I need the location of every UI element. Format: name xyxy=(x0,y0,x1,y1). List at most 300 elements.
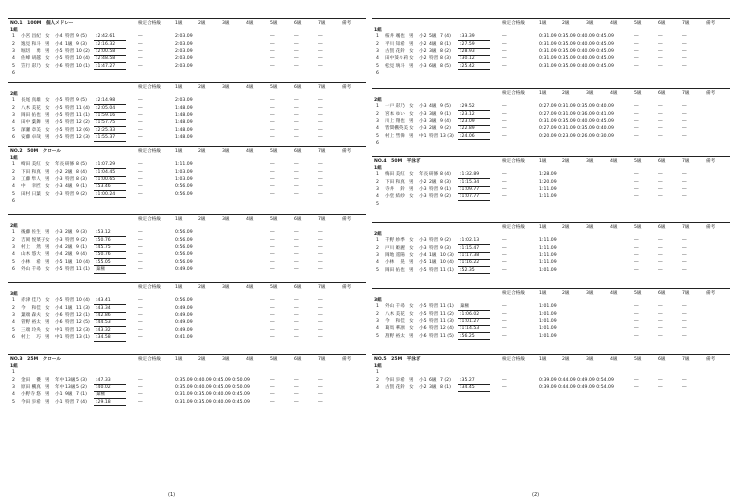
table-row xyxy=(372,194,730,201)
empty-level-dash: ― xyxy=(294,327,299,333)
record-time: :1:14.53 xyxy=(460,326,480,332)
school-grade: 小2 xyxy=(419,179,427,185)
school-grade: 小3 xyxy=(419,104,427,110)
empty-level-dash: ― xyxy=(294,392,299,398)
swimmer-sex: 女 xyxy=(409,172,414,178)
column-header: 1級 xyxy=(175,216,183,222)
swimmer-sex: 男 xyxy=(45,392,50,398)
class-level: 特習 xyxy=(65,266,75,272)
record-time: :40.02 xyxy=(96,384,111,390)
swimmer-name: 小宮 昌紀 xyxy=(21,34,41,40)
lane-number: 3 xyxy=(12,384,15,390)
swimmer-name: 村上 巧 xyxy=(21,334,41,340)
record-time: :43.41 xyxy=(96,298,111,304)
empty-level-dash: ― xyxy=(270,105,275,111)
school-grade: 小3 xyxy=(55,176,63,182)
class-level: 特習 xyxy=(65,120,75,126)
empty-level-dash: ― xyxy=(318,320,323,326)
record-time: 棄権 xyxy=(460,304,470,310)
swimmer-sex: 男 xyxy=(409,63,414,69)
column-header: 1級 xyxy=(539,90,547,96)
swimmer-name: 宮本 ゆい xyxy=(385,111,405,117)
passed-level: ― xyxy=(502,172,507,178)
passed-level: ― xyxy=(138,184,143,190)
standard-times: 1:01.09 xyxy=(539,318,557,324)
table-row xyxy=(8,56,366,63)
heat-block xyxy=(372,18,730,78)
swimmer-name: 小林 希 xyxy=(21,259,41,265)
empty-level-dash: ― xyxy=(270,298,275,304)
class-level: 研修 xyxy=(429,172,439,178)
passed-level: ― xyxy=(138,63,143,69)
swimmer-name: 村上 然 xyxy=(21,244,41,250)
swimmer-sex: 男 xyxy=(409,179,414,185)
passed-level: ― xyxy=(502,179,507,185)
passed-level: ― xyxy=(138,305,143,311)
lane-number: 3 xyxy=(12,176,15,182)
class-level: 特習 xyxy=(429,194,439,200)
age-rank: 7 (2) xyxy=(440,377,451,383)
page-number: (1) xyxy=(168,492,176,498)
empty-level-dash: ― xyxy=(634,260,639,266)
table-row xyxy=(372,201,730,208)
standard-times: 0:35.09 0:40.09 0:45.09 0:50.09 xyxy=(175,377,250,383)
column-header: 5級 xyxy=(634,290,642,296)
table-row xyxy=(372,49,730,56)
record-time: :1:01.27 xyxy=(460,318,480,324)
empty-level-dash: ― xyxy=(294,56,299,62)
standard-times: 0:31.09 0:35.09 0:40.09 0:45.09 xyxy=(539,118,614,124)
column-header: 1級 xyxy=(539,158,547,164)
record-time: :50.76 xyxy=(96,252,111,258)
swimmer-name: 八木 美花 xyxy=(385,311,405,317)
empty-level-dash: ― xyxy=(658,377,663,383)
record-time: :43.34 xyxy=(96,305,111,311)
heat-group-label: 2組 xyxy=(374,231,382,237)
page-number: (2) xyxy=(532,492,540,498)
lane-number: 5 xyxy=(376,63,379,69)
age-rank: 7 (4) xyxy=(440,34,451,40)
column-header: 7級 xyxy=(318,148,326,154)
empty-level-dash: ― xyxy=(634,48,639,54)
column-header: 1級 xyxy=(539,20,547,26)
empty-level-dash: ― xyxy=(318,259,323,265)
age-rank: 12 (4) xyxy=(440,326,454,332)
school-grade: 小5 xyxy=(419,311,427,317)
school-grade: 小5 xyxy=(55,48,63,54)
standard-times: 1:11.09 xyxy=(539,186,557,192)
table-row xyxy=(372,119,730,126)
passed-level: ― xyxy=(138,252,143,258)
column-header: 3級 xyxy=(586,158,594,164)
class-level: 特習 xyxy=(65,63,75,69)
swimmer-sex: 女 xyxy=(45,98,50,104)
column-header: 3級 xyxy=(586,356,594,362)
column-header: 検定合格級 xyxy=(502,356,525,362)
passed-level: ― xyxy=(502,304,507,310)
record-time: :1:17.38 xyxy=(460,252,480,258)
age-rank: 11 (3) xyxy=(76,305,90,311)
column-header: 3級 xyxy=(222,148,230,154)
swimmer-sex: 女 xyxy=(45,237,50,243)
column-header: 5級 xyxy=(634,356,642,362)
empty-level-dash: ― xyxy=(294,184,299,190)
column-header: 4級 xyxy=(246,284,254,290)
empty-level-dash: ― xyxy=(318,162,323,168)
standard-times: 0:56.09 xyxy=(175,191,193,197)
standard-times: 0:56.09 xyxy=(175,230,193,236)
table-row xyxy=(372,34,730,41)
swimmer-name: 安藤 卓哉 xyxy=(21,134,41,140)
record-time: :1:57.75 xyxy=(96,120,116,126)
empty-level-dash: ― xyxy=(682,172,687,178)
empty-level-dash: ― xyxy=(682,118,687,124)
swimmer-name: 小野寺 悠 xyxy=(21,392,41,398)
lane-number: 5 xyxy=(12,259,15,265)
empty-level-dash: ― xyxy=(270,120,275,126)
school-grade: 小1 xyxy=(55,399,63,405)
standard-times: 2:03.09 xyxy=(175,56,193,62)
age-rank: 9 (5) xyxy=(76,98,87,104)
table-row xyxy=(8,134,366,141)
empty-level-dash: ― xyxy=(270,191,275,197)
age-rank: 7 (4) xyxy=(76,399,87,405)
lane-number: 4 xyxy=(12,56,15,62)
empty-level-dash: ― xyxy=(270,184,275,190)
table-row xyxy=(372,70,730,77)
age-rank: 12 (5) xyxy=(76,320,90,326)
passed-level: ― xyxy=(138,112,143,118)
column-header: 備考 xyxy=(342,356,352,362)
column-header: 5級 xyxy=(270,20,278,26)
passed-level: ― xyxy=(138,237,143,243)
empty-level-dash: ― xyxy=(318,266,323,272)
age-rank: 9 (2) xyxy=(440,126,451,132)
class-level: 特習 xyxy=(65,191,75,197)
school-grade: 小2 xyxy=(419,34,427,40)
age-rank: 13 (1) xyxy=(76,334,90,340)
swimmer-name: 岡地 遥陽 xyxy=(385,252,405,258)
empty-level-dash: ― xyxy=(634,104,639,110)
age-rank: 9 (1) xyxy=(76,184,87,190)
empty-level-dash: ― xyxy=(634,384,639,390)
empty-level-dash: ― xyxy=(270,56,275,62)
class-level: 特習 xyxy=(429,326,439,332)
standard-times: 1:48.09 xyxy=(175,105,193,111)
empty-level-dash: ― xyxy=(318,169,323,175)
event-title: NO.3 25M クロール xyxy=(10,356,62,362)
record-time: :2:05.04 xyxy=(96,105,116,111)
column-header: 5級 xyxy=(270,284,278,290)
heat-group-label: 1組 xyxy=(374,165,382,171)
swimmer-name: 小堂 結紗 xyxy=(385,194,405,200)
empty-level-dash: ― xyxy=(682,133,687,139)
empty-level-dash: ― xyxy=(270,334,275,340)
standard-times: 0:49.09 xyxy=(175,266,193,272)
class-level: 特習 xyxy=(429,133,439,139)
swimmer-sex: 男 xyxy=(45,377,50,383)
empty-level-dash: ― xyxy=(318,48,323,54)
school-grade: 小2 xyxy=(419,41,427,47)
column-header: 3級 xyxy=(586,224,594,230)
age-rank: 8 (3) xyxy=(440,56,451,62)
event-title: NO.4 50M 平泳ぎ xyxy=(374,158,421,164)
swimmer-sex: 女 xyxy=(409,238,414,244)
column-header: 検定合格級 xyxy=(138,20,161,26)
lane-number: 2 xyxy=(376,311,379,317)
swimmer-sex: 男 xyxy=(45,41,50,47)
swimmer-name: 長尾 真雄 xyxy=(21,98,41,104)
swimmer-sex: 男 xyxy=(409,260,414,266)
standard-times: 1:01.09 xyxy=(539,304,557,310)
swimmer-name: 村上 彗偉 xyxy=(385,133,405,139)
swimmer-name: 吉岡 悦菜子 xyxy=(21,237,46,243)
passed-level: ― xyxy=(502,326,507,332)
school-grade: 小3 xyxy=(419,245,427,251)
swimmer-sex: 女 xyxy=(45,298,50,304)
heat-block xyxy=(372,222,730,274)
school-grade: 小4 xyxy=(55,252,63,258)
column-header: 4級 xyxy=(246,148,254,154)
passed-level: ― xyxy=(138,105,143,111)
age-rank: 9 (2) xyxy=(440,238,451,244)
swimmer-name: 堀切 勇 xyxy=(21,48,41,54)
record-time: :1:59.16 xyxy=(96,112,116,118)
table-row xyxy=(372,304,730,311)
heat-group xyxy=(8,363,366,370)
passed-level: ― xyxy=(138,48,143,54)
column-header: 備考 xyxy=(342,20,352,26)
swimmer-sex: 男 xyxy=(409,34,414,40)
heat-group-label: 1組 xyxy=(374,27,382,33)
swimmer-sex: 男 xyxy=(409,186,414,192)
passed-level: ― xyxy=(138,298,143,304)
passed-level: ― xyxy=(502,194,507,200)
passed-level: ― xyxy=(502,133,507,139)
column-header: 6級 xyxy=(294,20,302,26)
record-time: :22.89 xyxy=(460,126,475,132)
swimmer-sex: 男 xyxy=(45,230,50,236)
empty-level-dash: ― xyxy=(318,327,323,333)
empty-level-dash: ― xyxy=(318,244,323,250)
school-grade: 小5 xyxy=(55,298,63,304)
empty-level-dash: ― xyxy=(294,105,299,111)
heat-group xyxy=(8,223,366,230)
age-rank: 12 (2) xyxy=(76,120,90,126)
column-header: 2級 xyxy=(562,290,570,296)
age-rank: 11 (1) xyxy=(440,304,454,310)
lane-number: 4 xyxy=(376,56,379,62)
empty-level-dash: ― xyxy=(634,133,639,139)
school-grade: 小2 xyxy=(419,48,427,54)
empty-level-dash: ― xyxy=(658,34,663,40)
record-time: :28.93 xyxy=(460,48,475,54)
table-row xyxy=(8,198,366,205)
empty-level-dash: ― xyxy=(318,63,323,69)
empty-level-dash: ― xyxy=(634,377,639,383)
column-header: 4級 xyxy=(610,224,618,230)
age-rank: 10 (4) xyxy=(76,298,90,304)
heat-group xyxy=(372,97,730,104)
passed-level: ― xyxy=(502,260,507,266)
column-header: 備考 xyxy=(706,290,716,296)
heat-group xyxy=(372,165,730,172)
record-time: :1:04.45 xyxy=(96,169,116,175)
age-rank: 9 (5) xyxy=(76,34,87,40)
school-grade: 小5 xyxy=(419,304,427,310)
table-row xyxy=(8,320,366,327)
column-header: 4級 xyxy=(610,158,618,164)
empty-level-dash: ― xyxy=(658,194,663,200)
passed-level: ― xyxy=(502,252,507,258)
record-time: :1:02.13 xyxy=(460,238,480,244)
empty-level-dash: ― xyxy=(658,326,663,332)
age-rank: 11 (5) xyxy=(440,333,454,339)
empty-level-dash: ― xyxy=(634,252,639,258)
lane-number: 2 xyxy=(376,245,379,251)
standard-times: 1:11.09 xyxy=(539,252,557,258)
passed-level: ― xyxy=(138,120,143,126)
lane-number: 4 xyxy=(12,184,15,190)
swimmer-sex: 女 xyxy=(409,252,414,258)
column-header: 6級 xyxy=(658,356,666,362)
standard-times: 0:31.09 0:35.09 0:40.09 0:45.09 xyxy=(539,41,614,47)
swimmer-sex: 女 xyxy=(409,48,414,54)
empty-level-dash: ― xyxy=(294,334,299,340)
empty-level-dash: ― xyxy=(294,63,299,69)
column-header: 6級 xyxy=(294,356,302,362)
record-time: :53.12 xyxy=(96,230,111,236)
empty-level-dash: ― xyxy=(294,162,299,168)
heat-group-label: 1組 xyxy=(10,155,18,161)
event-title: NO.5 25M 平泳ぎ xyxy=(374,356,421,362)
record-time: :1:07.77 xyxy=(460,194,480,200)
record-time: :1:32.89 xyxy=(460,172,480,178)
class-level: 6級 xyxy=(429,63,437,69)
school-grade: 小5 xyxy=(55,134,63,140)
school-grade: 小5 xyxy=(55,127,63,133)
class-level: 2級 xyxy=(65,244,73,250)
empty-level-dash: ― xyxy=(294,169,299,175)
standard-times: 0:49.09 xyxy=(175,327,193,333)
empty-level-dash: ― xyxy=(658,179,663,185)
column-header: 2級 xyxy=(562,356,570,362)
swimmer-name: 菖野 裕太 xyxy=(385,333,405,339)
lane-number: 6 xyxy=(376,70,379,76)
lane-number: 4 xyxy=(12,320,15,326)
lane-number: 1 xyxy=(12,230,15,236)
column-header: 6級 xyxy=(658,20,666,26)
standard-times: 1:01.09 xyxy=(539,333,557,339)
swimmer-sex: 男 xyxy=(45,320,50,326)
standard-times: 0:31.09 0:35.09 0:40.09 0:45.09 xyxy=(175,399,250,405)
table-row xyxy=(8,49,366,56)
swimmer-name: 下田 和真 xyxy=(21,169,41,175)
column-header: 4級 xyxy=(610,356,618,362)
class-level: 特習 xyxy=(65,237,75,243)
swimmer-sex: 女 xyxy=(409,194,414,200)
lane-number: 1 xyxy=(376,172,379,178)
standard-times: 0:49.09 xyxy=(175,320,193,326)
record-time: :1:07.29 xyxy=(96,162,116,168)
school-grade: 小5 xyxy=(55,266,63,272)
lane-number: 1 xyxy=(376,304,379,310)
lane-number: 3 xyxy=(376,186,379,192)
passed-level: ― xyxy=(502,126,507,132)
record-time: :1:00.24 xyxy=(96,191,116,197)
column-header: 6級 xyxy=(294,216,302,222)
heat-header xyxy=(372,156,730,165)
empty-level-dash: ― xyxy=(658,118,663,124)
empty-level-dash: ― xyxy=(294,252,299,258)
heat-group-label: 3組 xyxy=(10,291,18,297)
empty-level-dash: ― xyxy=(318,34,323,40)
column-header: 6級 xyxy=(658,158,666,164)
empty-level-dash: ― xyxy=(658,41,663,47)
column-header: 1級 xyxy=(175,148,183,154)
lane-number: 3 xyxy=(376,118,379,124)
school-grade: 小4 xyxy=(55,41,63,47)
column-header: 備考 xyxy=(342,216,352,222)
age-rank: 12 (1) xyxy=(76,312,90,318)
age-rank: 11 (1) xyxy=(76,112,90,118)
age-rank: 9 (2) xyxy=(76,191,87,197)
table-row xyxy=(8,370,366,377)
table-row xyxy=(372,172,730,179)
empty-level-dash: ― xyxy=(270,63,275,69)
table-row xyxy=(372,111,730,118)
record-time: :23.09 xyxy=(460,118,475,124)
age-rank: 7 (1) xyxy=(76,392,87,398)
passed-level: ― xyxy=(138,176,143,182)
swimmer-name: 崎田 美紅 xyxy=(21,162,41,168)
class-level: 1級 xyxy=(429,252,437,258)
swimmer-name: 今田 歩希 xyxy=(21,399,41,405)
table-row xyxy=(372,311,730,318)
column-header: 3級 xyxy=(222,216,230,222)
record-time: :1:16.22 xyxy=(460,260,480,266)
standard-times: 0:56.09 xyxy=(175,244,193,250)
column-header: 2級 xyxy=(198,284,206,290)
lane-number: 4 xyxy=(12,392,15,398)
standard-times: 0:56.09 xyxy=(175,237,193,243)
class-level: 1級 xyxy=(429,260,437,266)
passed-level: ― xyxy=(138,377,143,383)
class-level: 2級 xyxy=(429,179,437,185)
empty-level-dash: ― xyxy=(658,56,663,62)
lane-number: 4 xyxy=(376,260,379,266)
record-time: :24.06 xyxy=(460,133,475,139)
table-row xyxy=(8,305,366,312)
empty-level-dash: ― xyxy=(682,111,687,117)
swimmer-name: 原田 楓真 xyxy=(21,384,41,390)
column-header: 検定合格級 xyxy=(502,20,525,26)
standard-times: 0:31.09 0:35.09 0:40.09 0:45.09 xyxy=(539,56,614,62)
table-row xyxy=(372,63,730,70)
age-rank: 13 (3) xyxy=(440,133,454,139)
age-rank: 8 (2) xyxy=(440,48,451,54)
record-time: :34.45 xyxy=(460,384,475,390)
column-header: 2級 xyxy=(198,216,206,222)
passed-level: ― xyxy=(138,259,143,265)
table-row xyxy=(8,245,366,252)
table-row xyxy=(372,41,730,48)
class-level: 5級 xyxy=(429,34,437,40)
empty-level-dash: ― xyxy=(682,252,687,258)
lane-number: 3 xyxy=(12,244,15,250)
time-underline xyxy=(458,273,490,274)
table-row xyxy=(372,267,730,274)
